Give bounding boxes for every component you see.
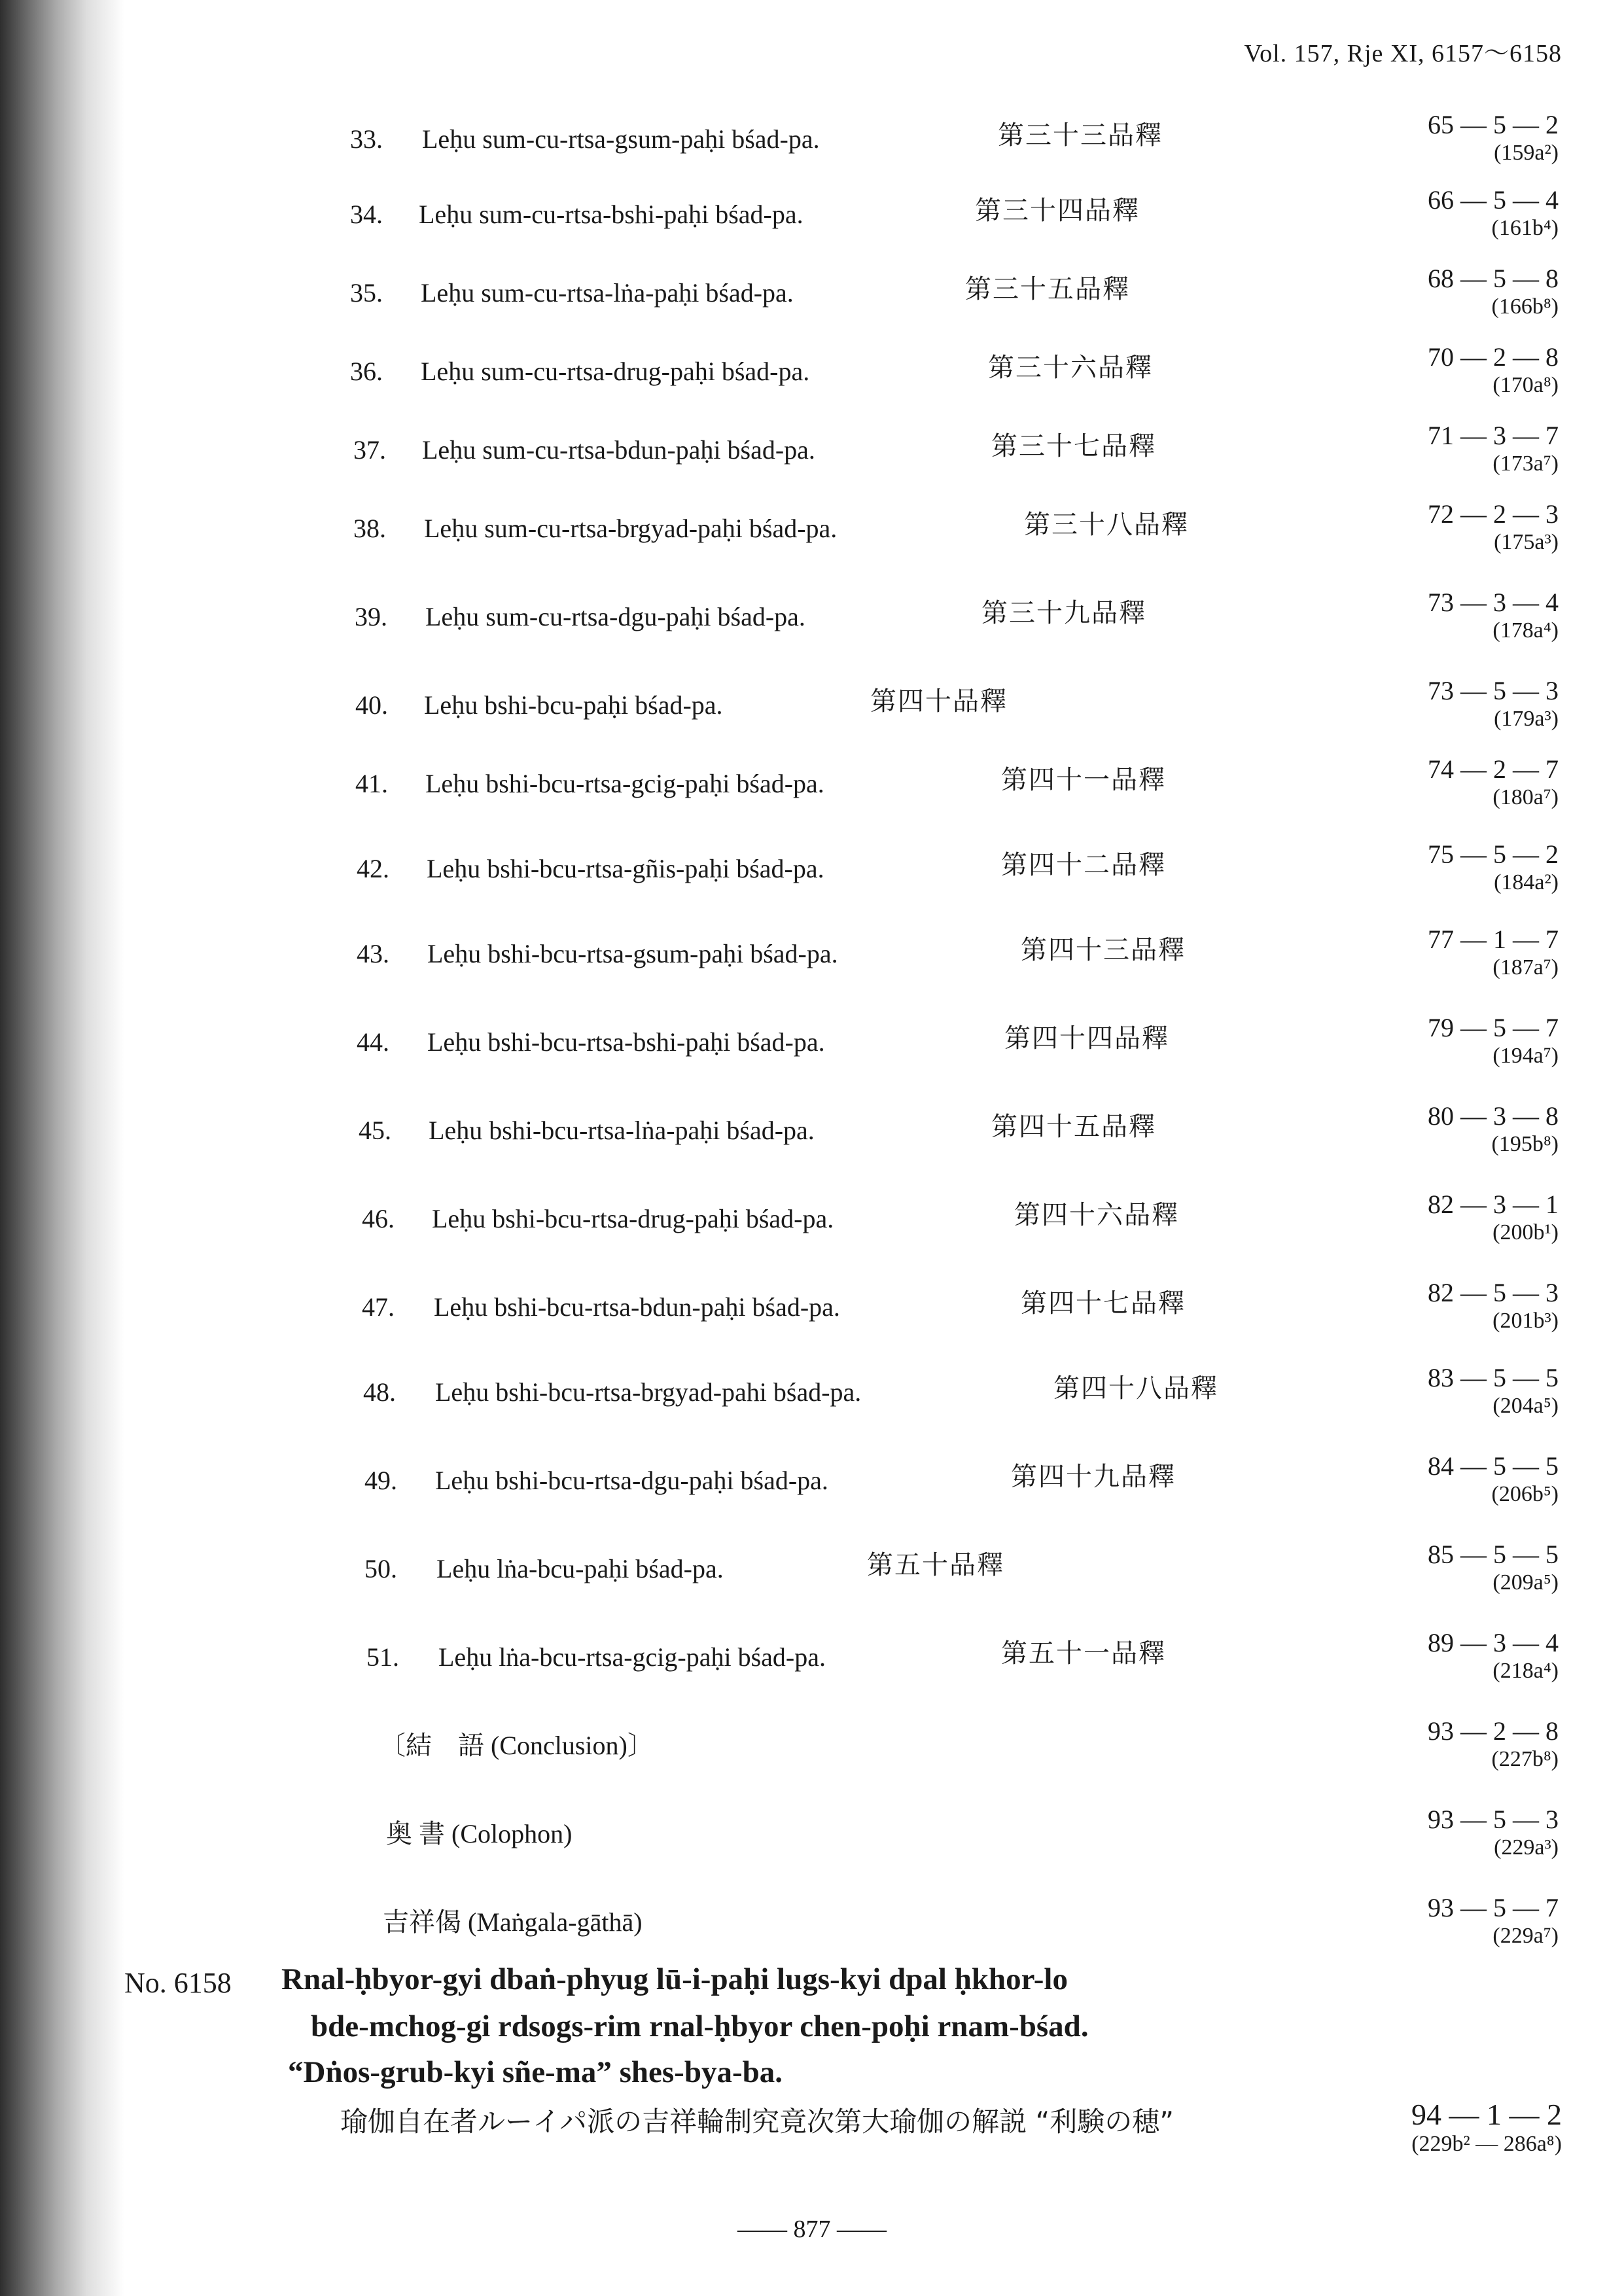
chapter-reference (1310, 110, 1559, 166)
chapter-reference (1310, 1278, 1559, 1334)
chapter-title: Leḥu bshi-bcu-rtsa-drug-paḥi bśad-pa. (432, 1204, 834, 1233)
folio-reference: (161b⁴) (1491, 216, 1559, 240)
folio-reference: (170a⁸) (1492, 373, 1559, 397)
page-reference: 80 — 3 — 8 (1428, 1101, 1559, 1131)
chapter-reference (1310, 1540, 1559, 1596)
chapter-number: 49. (364, 1466, 397, 1495)
chapter-reference (1310, 499, 1559, 556)
folio-reference: (200b¹) (1492, 1220, 1559, 1245)
chapter-reference (1310, 1451, 1559, 1508)
chapter-japanese-title: 第五十一品釋 (1001, 1638, 1166, 1669)
page-reference: 93 — 2 — 8 (1428, 1716, 1559, 1746)
chapter-japanese-title: 第四十九品釋 (1011, 1462, 1176, 1492)
folio-reference: (195b⁸) (1491, 1132, 1559, 1156)
chapter-reference (1310, 342, 1559, 398)
chapter-japanese-title: 第四十二品釋 (1001, 850, 1166, 880)
chapter-number: 44. (357, 1027, 389, 1057)
chapter-number: 48. (363, 1377, 396, 1407)
chapter-number: 33. (350, 124, 383, 154)
folio-reference: (206b⁵) (1491, 1482, 1559, 1506)
page-reference: 65 — 5 — 2 (1428, 110, 1559, 139)
page-reference: 66 — 5 — 4 (1428, 185, 1559, 215)
folio-reference: (194a⁷) (1492, 1044, 1559, 1068)
chapter-title: Leḥu bshi-bcu-paḥi bśad-pa. (424, 690, 723, 720)
chapter-entry (0, 264, 1624, 350)
page-reference: 73 — 5 — 3 (1428, 676, 1559, 705)
chapter-japanese-title: 第四十八品釋 (1053, 1373, 1218, 1404)
chapter-title: Leḥu bshi-bcu-rtsa-lṅa-paḥi bśad-pa. (429, 1116, 815, 1145)
chapter-japanese-title: 第三十五品釋 (965, 274, 1130, 304)
chapter-reference (1310, 264, 1559, 320)
chapter-title: Leḥu bshi-bcu-rtsa-gsum-paḥi bśad-pa. (427, 939, 838, 968)
page-reference: 89 — 3 — 4 (1428, 1628, 1559, 1657)
chapter-number: 47. (362, 1292, 395, 1322)
page-reference: 71 — 3 — 7 (1428, 421, 1559, 450)
chapter-title: Leḥu bshi-bcu-rtsa-bshi-paḥi bśad-pa. (427, 1027, 825, 1057)
chapter-reference (1310, 839, 1559, 896)
page-reference: 82 — 3 — 1 (1428, 1190, 1559, 1219)
folio-reference: (187a⁷) (1492, 955, 1559, 980)
chapter-japanese-title: 第四十三品釋 (1021, 935, 1186, 965)
page-reference: 75 — 5 — 2 (1428, 839, 1559, 869)
chapter-japanese-title: 第三十六品釋 (988, 353, 1153, 383)
chapter-entry (0, 839, 1624, 926)
chapter-number: 38. (353, 514, 386, 543)
chapter-entry (0, 925, 1624, 1011)
chapter-entry (0, 1278, 1624, 1364)
chapter-japanese-title: 第四十六品釋 (1014, 1200, 1179, 1230)
chapter-title: Leḥu bshi-bcu-rtsa-brgyad-pahi bśad-pa. (435, 1377, 862, 1407)
chapter-japanese-title: 第三十三品釋 (998, 120, 1163, 150)
chapter-reference (1310, 1190, 1559, 1246)
japanese-title: 瑜伽自在者ルーイパ派の吉祥輪制究竟次第大瑜伽の解説 “利験の穂” (340, 2106, 1174, 2138)
page-reference: 74 — 2 — 7 (1428, 754, 1559, 784)
chapter-reference (1310, 1716, 1559, 1773)
page-reference: 70 — 2 — 8 (1428, 342, 1559, 372)
chapter-number: 46. (362, 1204, 395, 1233)
chapter-entry (0, 1628, 1624, 1714)
page-reference: 82 — 5 — 3 (1428, 1278, 1559, 1307)
chapter-entry (0, 1013, 1624, 1099)
chapter-entry (0, 1540, 1624, 1626)
chapter-number: 34. (350, 200, 383, 229)
chapter-entry (0, 676, 1624, 762)
folio-reference: (201b³) (1492, 1309, 1559, 1333)
chapter-entry (0, 1101, 1624, 1188)
page-reference: 94 — 1 — 2 (1411, 2098, 1562, 2131)
page-number: —— 877 —— (737, 2216, 887, 2243)
folio-reference: (175a³) (1494, 530, 1559, 554)
chapter-entry (0, 754, 1624, 841)
chapter-entry (0, 1363, 1624, 1449)
chapter-japanese-title: 第四十五品釋 (991, 1112, 1156, 1142)
chapter-title: Leḥu bshi-bcu-rtsa-gñis-paḥi bśad-pa. (427, 854, 824, 883)
chapter-entry (0, 1451, 1624, 1538)
folio-reference: (184a²) (1494, 870, 1559, 894)
chapter-number: 35. (350, 278, 383, 308)
folio-reference: (173a⁷) (1492, 451, 1559, 476)
folio-reference: (218a⁴) (1492, 1659, 1559, 1683)
folio-reference: (204a⁵) (1492, 1394, 1559, 1418)
chapter-japanese-title: 第四十品釋 (870, 686, 1008, 716)
chapter-reference (1310, 421, 1559, 477)
chapter-number: 50. (364, 1554, 397, 1583)
chapter-entry (0, 421, 1624, 507)
chapter-title: 〔結 語 (Conclusion)〕 (380, 1731, 654, 1760)
chapter-entry (0, 1805, 1624, 1891)
chapter-reference (1310, 1363, 1559, 1419)
chapter-number: 40. (355, 690, 388, 720)
page-reference: 79 — 5 — 7 (1428, 1013, 1559, 1042)
chapter-title: Leḥu lṅa-bcu-paḥi bśad-pa. (436, 1554, 724, 1583)
chapter-entry (0, 499, 1624, 586)
chapter-title: Leḥu sum-cu-rtsa-dgu-paḥi bśad-pa. (425, 602, 805, 631)
folio-reference: (178a⁴) (1492, 618, 1559, 643)
chapter-entry (0, 185, 1624, 272)
page-reference: 73 — 3 — 4 (1428, 588, 1559, 617)
chapter-number: 41. (355, 769, 388, 798)
chapter-entry (0, 1716, 1624, 1803)
chapter-japanese-title: 第三十四品釋 (975, 196, 1140, 226)
chapter-japanese-title: 第三十八品釋 (1024, 510, 1189, 540)
page-reference: 72 — 2 — 3 (1428, 499, 1559, 529)
chapter-number: 42. (357, 854, 389, 883)
folio-reference: (229a³) (1494, 1835, 1559, 1860)
chapter-title: Leḥu bshi-bcu-rtsa-bdun-paḥi bśad-pa. (434, 1292, 840, 1322)
chapter-reference (1310, 1101, 1559, 1157)
chapter-title: Leḥu lṅa-bcu-rtsa-gcig-paḥi bśad-pa. (438, 1642, 826, 1672)
chapter-reference (1310, 185, 1559, 241)
chapter-japanese-title: 第四十七品釋 (1021, 1288, 1186, 1318)
chapter-number: 43. (357, 939, 389, 968)
folio-reference: (159a²) (1494, 141, 1559, 165)
chapter-title: Leḥu bshi-bcu-rtsa-dgu-paḥi bśad-pa. (435, 1466, 828, 1495)
page-reference: 68 — 5 — 8 (1428, 264, 1559, 293)
chapter-number: 45. (359, 1116, 391, 1145)
folio-reference: (180a⁷) (1492, 785, 1559, 809)
entry-reference (1411, 2097, 1562, 2157)
chapter-reference (1310, 588, 1559, 644)
folio-reference: (227b⁸) (1491, 1747, 1559, 1771)
page-reference: 83 — 5 — 5 (1428, 1363, 1559, 1392)
entry-number: No. 6158 (124, 1967, 232, 1999)
chapter-reference (1310, 754, 1559, 811)
chapter-entry (0, 342, 1624, 429)
chapter-title: 奥 書 (Colophon) (386, 1819, 573, 1848)
folio-reference: (179a³) (1494, 707, 1559, 731)
title-line-2: bde-mchog-gi rdsogs-rim rnal-ḥbyor chen-poḥi rnam-bśad. (311, 2009, 1089, 2043)
title-line-3: “Dṅos-grub-kyi sñe-ma” shes-bya-ba. (288, 2055, 783, 2089)
title-line-1: Rnal-ḥbyor-gyi dbaṅ-phyug lū-i-paḥi lugs-kyi dpal ḥkhor-lo (281, 1962, 1068, 1996)
chapter-japanese-title: 第五十品釋 (867, 1550, 1004, 1580)
page-reference: 77 — 1 — 7 (1428, 925, 1559, 954)
folio-reference: (166b⁸) (1491, 294, 1559, 319)
chapter-title: Leḥu sum-cu-rtsa-bdun-paḥi bśad-pa. (422, 435, 815, 465)
chapter-entry (0, 588, 1624, 674)
chapter-japanese-title: 第三十七品釋 (991, 431, 1156, 461)
chapter-reference (1310, 1893, 1559, 1949)
chapter-reference (1310, 1013, 1559, 1069)
chapter-title: Leḥu sum-cu-rtsa-lṅa-paḥi bśad-pa. (421, 278, 794, 308)
chapter-japanese-title: 第三十九品釋 (981, 598, 1146, 628)
chapter-title: Leḥu sum-cu-rtsa-gsum-paḥi bśad-pa. (422, 124, 820, 154)
chapter-reference (1310, 676, 1559, 732)
chapter-title: Leḥu sum-cu-rtsa-drug-paḥi bśad-pa. (421, 357, 810, 386)
chapter-number: 51. (366, 1642, 399, 1672)
chapter-title: Leḥu sum-cu-rtsa-brgyad-paḥi bśad-pa. (424, 514, 838, 543)
chapter-reference (1310, 1628, 1559, 1684)
folio-reference: (229b² — 286a⁸) (1411, 2132, 1562, 2156)
chapter-number: 36. (350, 357, 383, 386)
chapter-reference (1310, 925, 1559, 981)
chapter-entry (0, 1190, 1624, 1276)
chapter-japanese-title: 第四十一品釋 (1001, 765, 1166, 795)
chapter-title: 吉祥偈 (Maṅgala-gāthā) (383, 1907, 643, 1937)
folio-reference: (209a⁵) (1492, 1570, 1559, 1595)
chapter-title: Leḥu bshi-bcu-rtsa-gcig-paḥi bśad-pa. (425, 769, 824, 798)
chapter-japanese-title: 第四十四品釋 (1004, 1023, 1169, 1053)
page-reference: 85 — 5 — 5 (1428, 1540, 1559, 1569)
folio-reference: (229a⁷) (1492, 1924, 1559, 1948)
chapter-reference (1310, 1805, 1559, 1861)
chapter-title: Leḥu sum-cu-rtsa-bshi-paḥi bśad-pa. (419, 200, 803, 229)
chapter-number: 39. (355, 602, 387, 631)
running-header: Vol. 157, Rje XI, 6157～6158 (1244, 40, 1562, 67)
page-reference: 84 — 5 — 5 (1428, 1451, 1559, 1481)
page-reference: 93 — 5 — 7 (1428, 1893, 1559, 1922)
page-reference: 93 — 5 — 3 (1428, 1805, 1559, 1834)
chapter-number: 37. (353, 435, 386, 465)
